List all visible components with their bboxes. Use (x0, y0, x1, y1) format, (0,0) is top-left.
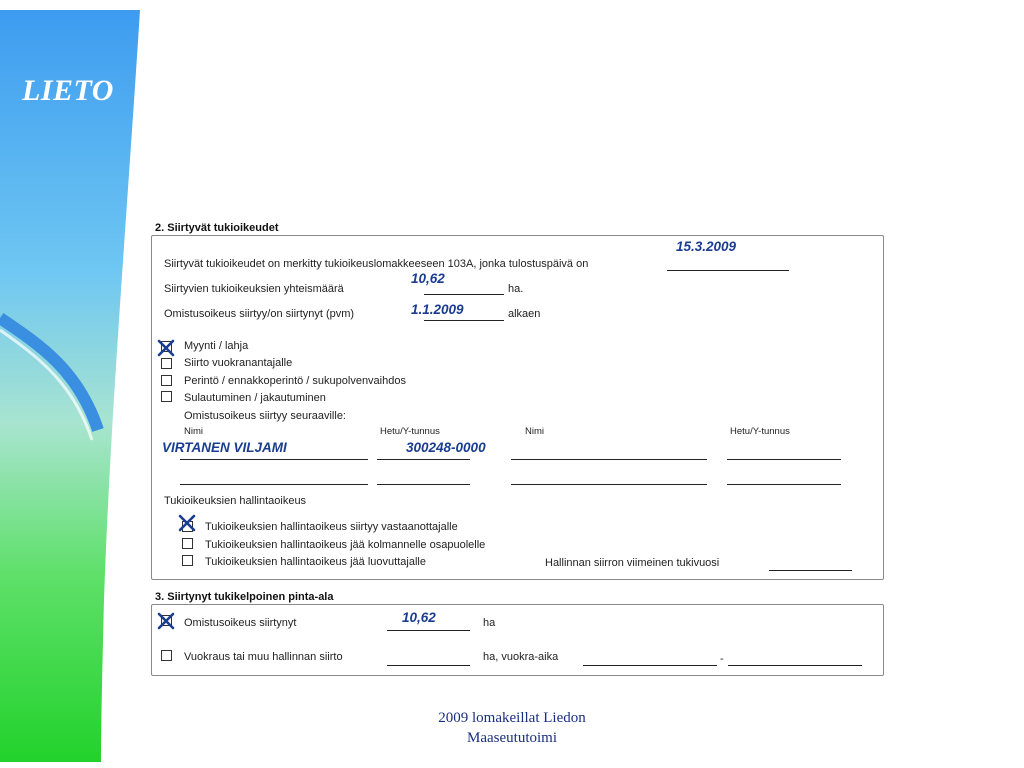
option-to-landlord-checkbox[interactable] (161, 358, 172, 369)
ownership-area-value[interactable]: 10,62 (402, 610, 436, 625)
recipient-id-2-line (727, 459, 841, 460)
recipient-name-value[interactable]: VIRTANEN VILJAMI (162, 440, 287, 455)
option-inheritance-checkbox[interactable] (161, 375, 172, 386)
recipient-id-4-line (727, 484, 841, 485)
option-to-landlord-label: Siirto vuokranantajalle (184, 357, 293, 369)
last-support-year-line (769, 570, 852, 571)
checked-x-icon (156, 611, 176, 631)
recipient-name-3-line (180, 484, 368, 485)
lease-dash: - (720, 653, 724, 665)
footer-line-2: Maaseututoimi (467, 730, 557, 746)
recipient-id-value[interactable]: 300248-0000 (406, 440, 486, 455)
section-2-title: 2. Siirtyvät tukioikeudet (155, 222, 279, 234)
lease-area-line (387, 665, 470, 666)
logo-text: LIETO (22, 74, 114, 107)
last-support-year-label: Hallinnan siirron viimeinen tukivuosi (545, 557, 720, 569)
transfer-date-suffix: alkaen (508, 308, 541, 320)
transfer-date-line (424, 320, 504, 321)
option-merger-checkbox[interactable] (161, 391, 172, 402)
lease-checkbox[interactable] (161, 650, 172, 661)
transfer-date-label: Omistusoikeus siirtyy/on siirtynyt (pvm) (164, 308, 355, 320)
admin-third-party-checkbox[interactable] (182, 538, 193, 549)
admin-rights-title: Tukioikeuksien hallintaoikeus (164, 495, 307, 507)
column-id: Hetu/Y-tunnus (380, 426, 440, 437)
recipient-name-4-line (511, 484, 707, 485)
section-3-title: 3. Siirtynyt tukikelpoinen pinta-ala (155, 591, 334, 603)
checked-x-icon (177, 513, 197, 533)
admin-to-recipient-label: Tukioikeuksien hallintaoikeus siirtyy vastaanottajalle (205, 521, 458, 533)
recipient-id-3-line (377, 484, 470, 485)
recipients-label: Omistusoikeus siirtyy seuraaville: (184, 410, 346, 422)
sidebar-decoration (0, 0, 150, 768)
footer (360, 708, 664, 748)
lease-label: Vuokraus tai muu hallinnan siirto (184, 651, 343, 663)
option-sale-label: Myynti / lahja (184, 340, 249, 352)
print-date-label: Siirtyvät tukioikeudet on merkitty tukioikeuslomakkeeseen 103A, jonka tulostuspäivä on (164, 258, 589, 270)
column-name-2: Nimi (525, 426, 544, 437)
column-name: Nimi (184, 426, 203, 437)
recipient-id-line (377, 459, 470, 460)
admin-to-transferor-checkbox[interactable] (182, 555, 193, 566)
column-id-2: Hetu/Y-tunnus (730, 426, 790, 437)
admin-to-transferor-label: Tukioikeuksien hallintaoikeus jää luovuttajalle (205, 556, 426, 568)
checked-x-icon (156, 338, 176, 358)
ownership-area-unit: ha (483, 617, 496, 629)
recipient-name-line (180, 459, 368, 460)
print-date-line (667, 270, 789, 271)
total-rights-value[interactable]: 10,62 (411, 271, 445, 286)
lease-start-line (583, 665, 717, 666)
admin-third-party-label: Tukioikeuksien hallintaoikeus jää kolmannelle osapuolelle (205, 539, 486, 551)
lease-unit-label: ha, vuokra-aika (483, 651, 559, 663)
option-merger-label: Sulautuminen / jakautuminen (184, 392, 326, 404)
lease-end-line (728, 665, 862, 666)
ownership-transferred-label: Omistusoikeus siirtynyt (184, 617, 297, 629)
total-rights-line (424, 294, 504, 295)
total-rights-unit: ha. (508, 283, 524, 295)
total-rights-label: Siirtyvien tukioikeuksien yhteismäärä (164, 283, 344, 295)
ownership-area-line (387, 630, 470, 631)
option-inheritance-label: Perintö / ennakkoperintö / sukupolvenvaihdos (184, 375, 406, 387)
footer-line-1: 2009 lomakeillat Liedon (438, 710, 586, 726)
recipient-name-2-line (511, 459, 707, 460)
transfer-date-value[interactable]: 1.1.2009 (411, 302, 464, 317)
print-date-value[interactable]: 15.3.2009 (676, 239, 737, 254)
